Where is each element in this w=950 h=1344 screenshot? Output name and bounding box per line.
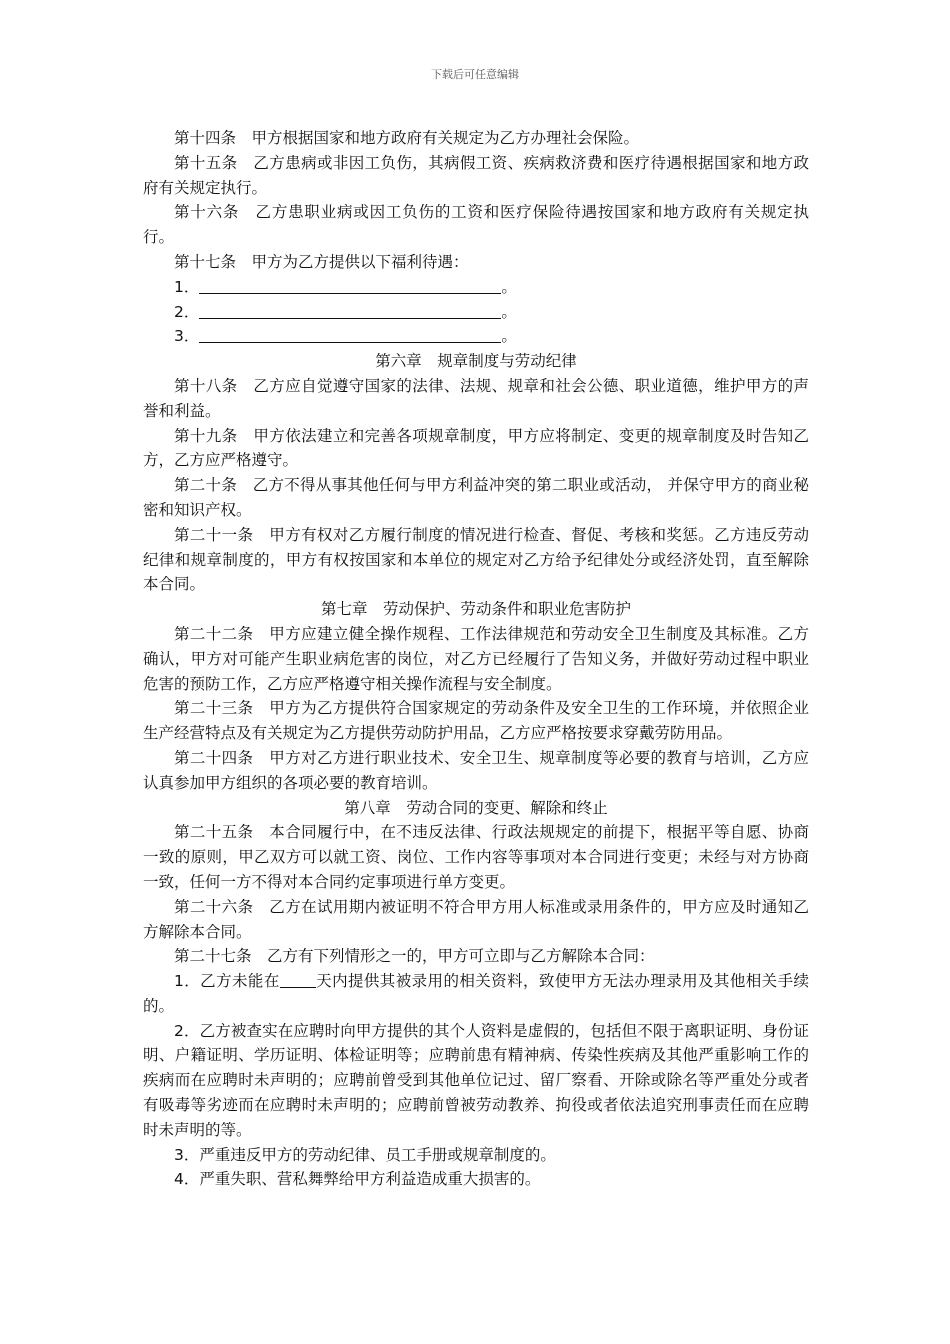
chapter-heading: 第七章 劳动保护、劳动条件和职业危害防护 bbox=[320, 600, 631, 619]
paragraph: 第二十五条 本合同履行中，在不违反法律、行政法规规定的前提下，根据平等自愿、协商一致的原则，甲乙双方可以就工资、岗位、工作内容等事项对本合同进行变更；未经与对方协商一致，任何一方不得对本合同约定事项进行单方变更。 bbox=[143, 823, 809, 891]
paragraph: 2．乙方被查实在应聘时向甲方提供的其个人资料是虚假的，包括但不限于离职证明、身份证明、户籍证明、学历证明、体检证明等；应聘前患有精神病、传染性疾病及其他严重影响工作的疾病而在应聘时未声明的；应聘前曾受到其他单位记过、留厂察看、开除或除名等严重处分或者有吸毒等劣迹而在应聘时未声明的；应聘前曾被劳动教养、拘役或者依法追究刑事责任而在应聘时未声明的等。 bbox=[143, 1021, 809, 1139]
text-before-blank: 1．乙方未能在 bbox=[174, 972, 280, 991]
paragraph: 第二十七条 乙方有下列情形之一的，甲方可立即与乙方解除本合同： bbox=[174, 947, 655, 966]
paragraph bbox=[143, 969, 809, 1019]
blank-line bbox=[199, 303, 501, 319]
blank-line bbox=[199, 327, 501, 343]
paragraph: 第十四条 甲方根据国家和地方政府有关规定为乙方办理社会保险。 bbox=[174, 129, 640, 147]
paragraph: 第十八条 乙方应自觉遵守国家的法律、法规、规章和社会公德、职业道德，维护甲方的声誉和利益。 bbox=[143, 376, 809, 420]
fill-in-item bbox=[143, 324, 809, 349]
chapter-heading: 第八章 劳动合同的变更、解除和终止 bbox=[344, 798, 608, 817]
page-header: 下载后可任意编辑 bbox=[431, 68, 519, 81]
item-number: 1． bbox=[174, 277, 200, 296]
fill-in-item bbox=[143, 275, 809, 300]
paragraph: 第二十条 乙方不得从事其他任何与甲方利益冲突的第二职业或活动， 并保守甲方的商业秘密和知识产权。 bbox=[143, 476, 809, 519]
paragraph: 第二十六条 乙方在试用期内被证明不符合甲方用人标准或录用条件的，甲方应及时通知乙方解除本合同。 bbox=[143, 897, 809, 941]
chapter-heading: 第六章 规章制度与劳动纪律 bbox=[375, 352, 577, 371]
item-number: 3． bbox=[174, 327, 200, 346]
blank-line bbox=[280, 972, 316, 988]
paragraph: 4．严重失职、营私舞弊给甲方利益造成重大损害的。 bbox=[174, 1170, 541, 1189]
item-number: 2． bbox=[174, 302, 200, 321]
paragraph: 第十五条 乙方患病或非因工负伤，其病假工资、疾病救济费和医疗待遇根据国家和地方政府有关规定执行。 bbox=[143, 153, 809, 197]
paragraph: 第十七条 甲方为乙方提供以下福利待遇： bbox=[174, 252, 469, 271]
document-body bbox=[143, 126, 809, 1192]
item-end: 。 bbox=[501, 277, 517, 296]
fill-in-item bbox=[143, 300, 809, 325]
blank-line bbox=[199, 278, 501, 294]
text-after-blank: 天内提供其被录用的相关资料，致使甲方无法办理录用及其他相关手续的。 bbox=[143, 972, 809, 1015]
paragraph: 第二十三条 甲方为乙方提供符合国家规定的劳动条件及安全卫生的工作环境，并依照企业生产经营特点及有关规定为乙方提供劳动防护用品，乙方应严格按要求穿戴劳防用品。 bbox=[143, 699, 809, 743]
paragraph: 第二十二条 甲方应建立健全操作规程、工作法律规范和劳动安全卫生制度及其标准。乙方确认，甲方对可能产生职业病危害的岗位，对乙方已经履行了告知义务，并做好劳动过程中职业危害的预防工作，乙方应严格遵守相关操作流程与安全制度。 bbox=[143, 624, 809, 693]
paragraph: 第十六条 乙方患职业病或因工负伤的工资和医疗保险待遇按国家和地方政府有关规定执行。 bbox=[143, 203, 809, 247]
item-end: 。 bbox=[501, 302, 517, 321]
paragraph: 第二十四条 甲方对乙方进行职业技术、安全卫生、规章制度等必要的教育与培训，乙方应认真参加甲方组织的各项必要的教育培训。 bbox=[143, 748, 809, 792]
paragraph: 3．严重违反甲方的劳动纪律、员工手册或规章制度的。 bbox=[174, 1145, 556, 1164]
item-end: 。 bbox=[501, 327, 517, 346]
paragraph: 第十九条 甲方依法建立和完善各项规章制度，甲方应将制定、变更的规章制度及时告知乙方，乙方应严格遵守。 bbox=[143, 426, 809, 470]
paragraph: 第二十一条 甲方有权对乙方履行制度的情况进行检查、督促、考核和奖惩。乙方违反劳动纪律和规章制度的，甲方有权按国家和本单位的规定对乙方给予纪律处分或经济处罚，直至解除本合同。 bbox=[143, 525, 809, 594]
